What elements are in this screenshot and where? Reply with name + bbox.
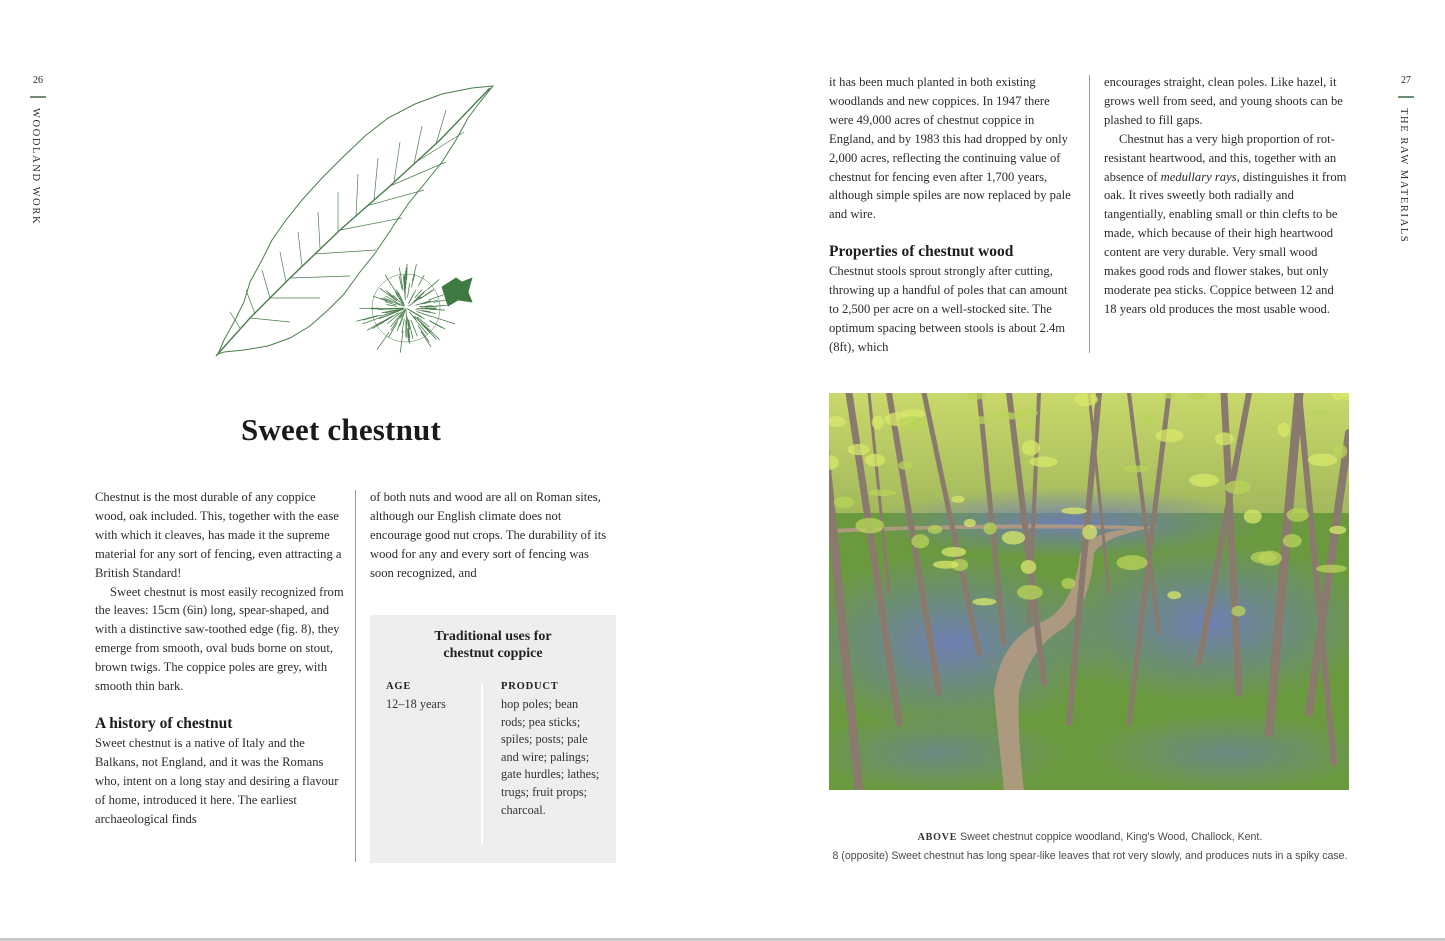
foliage-patch xyxy=(1278,423,1290,437)
foliage-patch xyxy=(1016,421,1035,430)
text-span: Chestnut has a very high proportion of rot-resistant heartwood, and this, together with an absence of xyxy=(1104,131,1337,184)
foliage-patch xyxy=(1075,393,1098,406)
husk-spike xyxy=(402,318,404,332)
foliage-patch xyxy=(1124,465,1149,472)
foliage-patch xyxy=(1310,409,1329,416)
foliage-patch xyxy=(1002,531,1026,545)
foliage-patch xyxy=(855,518,884,534)
husk-spike xyxy=(421,331,431,347)
foliage-patch xyxy=(1189,474,1218,487)
foliage-patch xyxy=(1334,444,1347,458)
foliage-patch xyxy=(1116,555,1147,570)
illustration-svg xyxy=(210,82,500,367)
husk-spike xyxy=(392,286,398,296)
text-span: , distinguishes it from oak. It rives sweetly both radially and tangentially, enabling small or thin clefts to be made, which because of their high heartwood content are very durable. Very small wood makes good rods and flower stakes, but only moderate pea sticks. Coppice between 12 and 18 years old produces the most usable wood. xyxy=(1104,169,1347,316)
running-head-left: WOODLAND WORK xyxy=(30,108,41,226)
foliage-patch xyxy=(1244,509,1262,523)
sidebar-title xyxy=(370,628,616,662)
page-number-right: 27 xyxy=(1401,75,1411,86)
sidebar-divider xyxy=(481,683,483,845)
caption-line-2: 8 (opposite) Sweet chestnut has long spear-like leaves that rot very slowly, and produces nuts in a spiky case. xyxy=(832,850,1348,862)
foliage-patch xyxy=(911,534,929,548)
product-header: PRODUCT xyxy=(501,681,559,692)
foliage-patch xyxy=(1082,525,1097,540)
foliage-patch xyxy=(872,416,884,429)
age-header: AGE xyxy=(386,681,412,692)
page-number-left: 26 xyxy=(33,75,43,86)
chestnut-leaf-and-spiky-husk-illustration xyxy=(210,82,500,367)
foliage-patch xyxy=(983,522,996,534)
leaf-veins xyxy=(230,110,464,328)
folio-rule-left xyxy=(30,96,46,98)
age-value: 12–18 years xyxy=(386,697,446,711)
foliage-patch xyxy=(1061,507,1087,514)
product-value: hop poles; bean rods; pea sticks; spiles; posts; pale and wire; palings; gate hurdles; lathes; trugs; fruit props; charcoal. xyxy=(501,697,600,817)
foliage-patch xyxy=(1308,453,1338,466)
column-divider xyxy=(355,490,356,862)
spiky-husk xyxy=(356,264,472,353)
italic-term: medullary rays xyxy=(1160,169,1237,184)
husk-spike xyxy=(411,274,414,287)
paragraph: encourages straight, clean poles. Like hazel, it grows well from seed, and young shoots can be plashed to fill gaps. xyxy=(1104,75,1343,127)
foliage-patch xyxy=(1329,526,1346,534)
foliage-patch xyxy=(1021,560,1036,574)
section-heading-history: A history of chestnut xyxy=(95,714,233,732)
foliage-patch xyxy=(1156,429,1184,442)
husk-spike xyxy=(362,317,381,324)
foliage-patch xyxy=(1225,481,1251,495)
paragraph: Sweet chestnut is a native of Italy and the Balkans, not England, and it was the Romans who, intent on a long stay and desiring a flavour of home, introduced it here. The earliest archaeological finds xyxy=(95,735,339,826)
foliage-patch xyxy=(898,461,912,470)
paragraph: Sweet chestnut is most easily recognized from the leaves: 15cm (6in) long, spear-shaped, and with a distinctive saw-toothed edge (fig. 8), they emerge from smooth, oval buds borne on stout, brown twigs. The coppice poles are grey, with smooth thin bark. xyxy=(95,584,344,694)
husk-spike xyxy=(409,297,422,306)
husk-spike xyxy=(418,275,424,286)
caption-text: Sweet chestnut coppice woodland, King's Wood, Challock, Kent. xyxy=(957,831,1263,843)
paragraph: Chestnut is the most durable of any coppice wood, oak included. This, together with the ease with which it cleaves, has made it the supreme material for any sort of fencing, even attracting a British Standard! xyxy=(95,490,342,580)
paragraph: Chestnut stools sprout strongly after cutting, throwing up a handful of poles that can amount to 2,500 per acre on a well-stocked site. The optimum spacing between stools is about 2.4m (8ft), which xyxy=(829,264,1068,354)
section-heading-properties: Properties of chestnut wood xyxy=(829,243,1014,261)
foliage-patch xyxy=(1017,585,1043,600)
husk-spike xyxy=(377,332,389,350)
husk-spike xyxy=(363,315,381,320)
right-column-1 xyxy=(829,73,1077,357)
husk-spike xyxy=(408,283,410,298)
foliage-patch xyxy=(933,561,959,569)
husk-spike xyxy=(388,322,397,337)
husk-spike xyxy=(415,301,431,305)
foliage-patch xyxy=(1167,591,1181,599)
left-column-1 xyxy=(95,488,345,829)
husk-spike xyxy=(372,319,388,329)
husk-spike xyxy=(412,264,416,281)
foliage-patch xyxy=(1283,534,1302,547)
foliage-patch xyxy=(1316,565,1347,573)
foliage-patch xyxy=(1061,578,1075,589)
foliage-patch xyxy=(1250,551,1276,563)
foliage-patch xyxy=(928,525,942,534)
sidebar-title-line: chestnut coppice xyxy=(443,646,543,661)
foliage-patch xyxy=(951,496,964,503)
leaf-outline xyxy=(218,86,493,354)
foliage-patch xyxy=(972,598,996,605)
paragraph xyxy=(1104,130,1349,319)
husk-spike xyxy=(430,321,442,327)
foliage-patch xyxy=(1015,409,1037,417)
photo-svg xyxy=(829,393,1349,790)
leaf-midrib xyxy=(216,88,490,356)
foliage-patch xyxy=(1286,508,1308,522)
husk-spike xyxy=(429,295,444,300)
paragraph: of both nuts and wood are all on Roman sites, although our English climate does not encourage good nut crops. The durability of its wood for any and every sort of fencing was soon recognized, and xyxy=(370,490,607,580)
foliage-patch xyxy=(974,416,988,424)
running-head-right: THE RAW MATERIALS xyxy=(1398,108,1409,244)
husk-spike xyxy=(429,309,445,310)
caption-lead: ABOVE xyxy=(917,832,958,843)
folio-rule-right xyxy=(1398,96,1414,98)
foliage-patch xyxy=(964,519,976,527)
column-divider xyxy=(1089,75,1090,353)
foliage-patch xyxy=(869,489,896,496)
photo-caption xyxy=(820,828,1360,866)
paragraph: it has been much planted in both existing woodlands and new coppices. In 1947 there were 49,000 acres of chestnut coppice in England, and by 1983 this had dropped by only 2,000 acres, reflecting the continuing value of chestnut for fencing even after 1,700 years, although simple spiles are now replaced by pale and wire. xyxy=(829,75,1071,222)
husk-spike xyxy=(426,326,440,339)
foliage-patch xyxy=(941,547,966,557)
husk-spike xyxy=(356,315,378,321)
husk-spike xyxy=(414,316,429,331)
sidebar-title-line: Traditional uses for xyxy=(434,629,552,644)
foliage-patch xyxy=(834,497,855,508)
right-column-2 xyxy=(1104,73,1349,319)
husk-spike xyxy=(433,317,455,324)
foliage-patch xyxy=(1022,440,1040,455)
bluebell-coppice-woodland-photo xyxy=(829,393,1349,790)
page-title: Sweet chestnut xyxy=(241,412,441,447)
foliage-patch xyxy=(898,416,926,429)
caption-line-1 xyxy=(820,828,1360,847)
foliage-patch xyxy=(1029,456,1057,467)
foliage-patch xyxy=(1138,414,1155,425)
foliage-patch xyxy=(865,454,886,467)
husk-spike xyxy=(388,293,397,300)
husk-spike xyxy=(367,321,383,330)
foliage-patch xyxy=(993,412,1019,420)
traditional-uses-sidebar xyxy=(370,615,616,863)
foliage-patch xyxy=(848,444,870,455)
left-column-2 xyxy=(370,488,610,583)
foliage-patch xyxy=(1215,432,1234,445)
foliage-patch xyxy=(1231,606,1245,617)
